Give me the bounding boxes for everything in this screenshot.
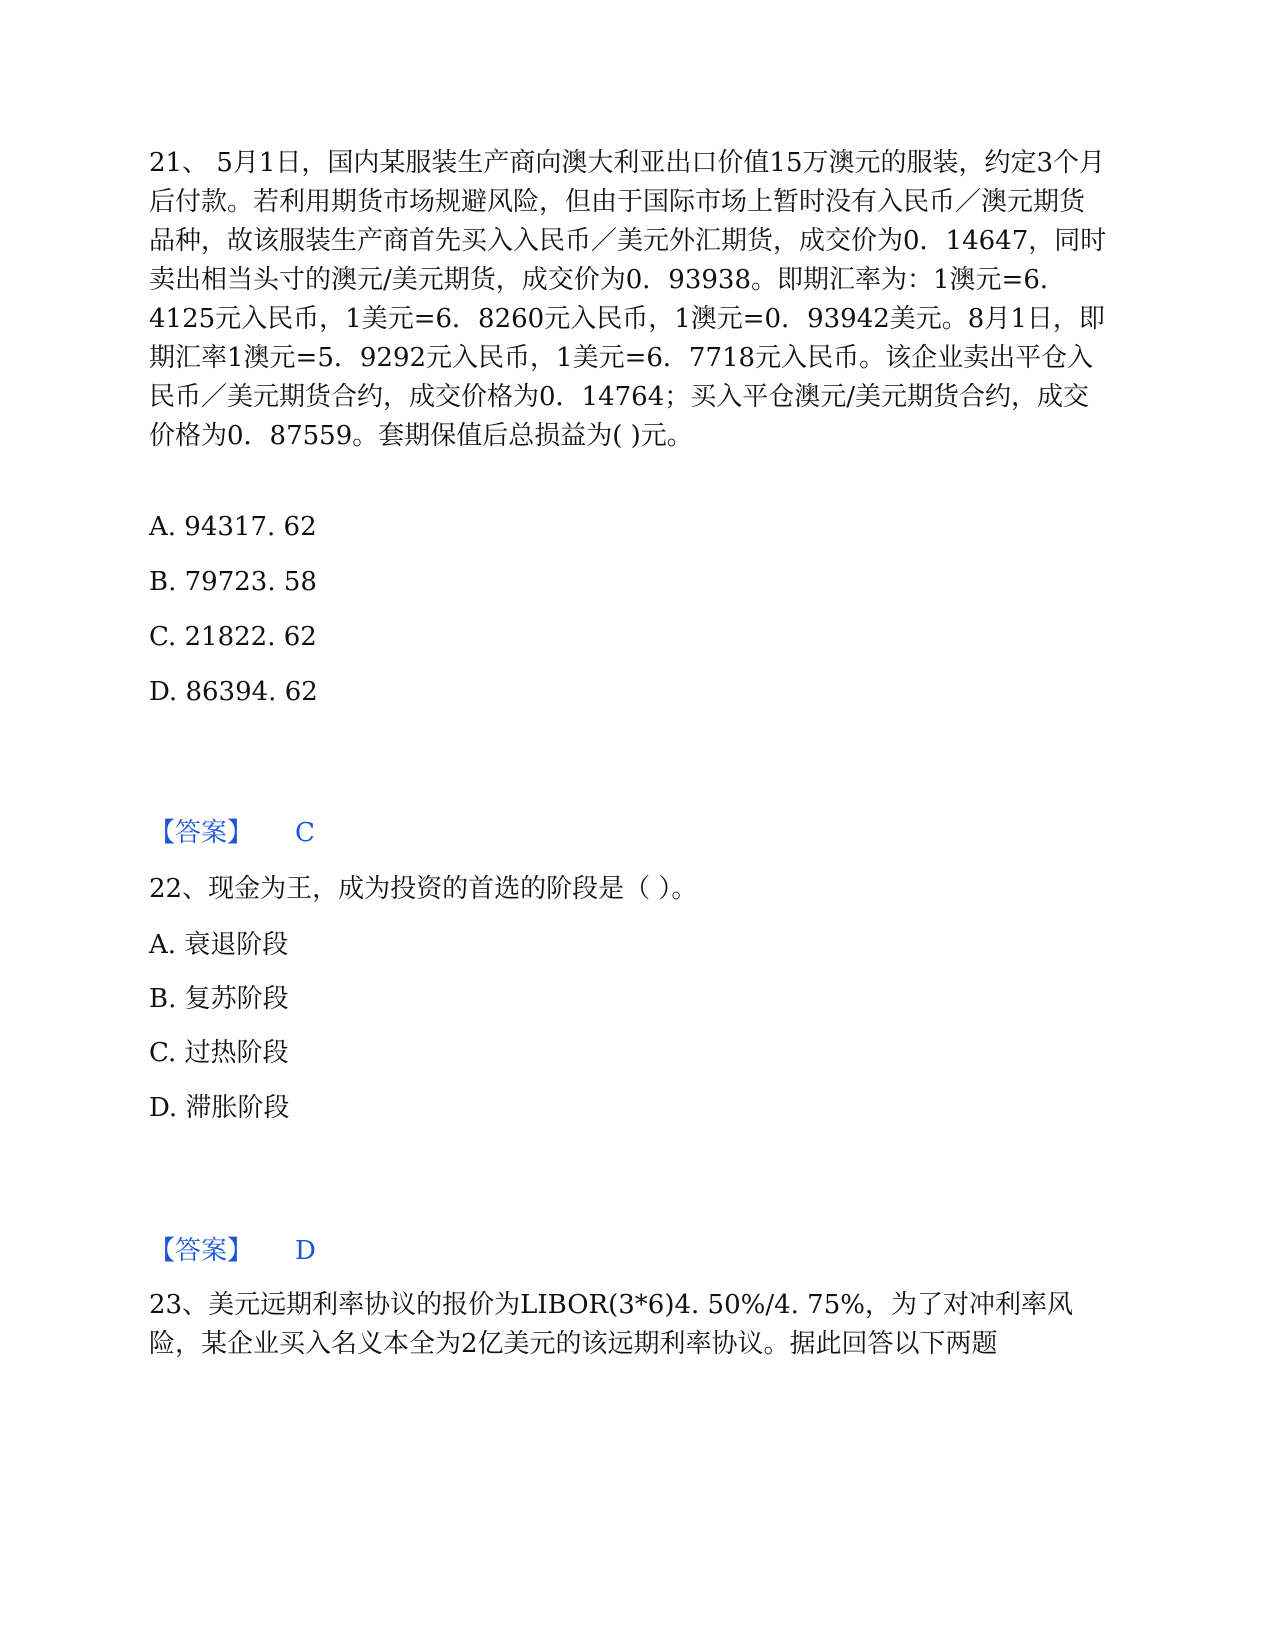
question-22-answer: [149, 1234, 316, 1268]
question-21-text: 21、 5月1日，国内某服装生产商向澳大利亚出口价值15万澳元的服装，约定3个月后付款。若利用期货市场规避风险，但由于国际市场上暂时没有入民币／澳元期货品种，故该服装生产商首先买入入民币／美元外汇期货，成交价为0．14647，同时卖出相当头寸的澳元/美元期货，成交价为0．93938。即期汇率为：1澳元=6．4125元入民币，1美元=6．8260元入民币，1澳元=0．93942美元。8月1日，即期汇率1澳元=5．9292元入民币，1美元=6．7718元入民币。该企业卖出平仓入民币／美元期货合约，成交价格为0．14764；买入平仓澳元/美元期货合约，成交价格为0．87559。套期保值后总损益为( )元。: [149, 148, 1107, 451]
question-21-option-d: D. 86394. 62: [149, 677, 318, 707]
question-22-option-b: B. 复苏阶段: [149, 984, 289, 1014]
question-21-option-c: C. 21822. 62: [149, 622, 317, 652]
question-22-option-d: D. 滞胀阶段: [149, 1093, 290, 1123]
answer-label: 【答案】: [149, 818, 254, 848]
question-21-answer: [149, 816, 315, 850]
answer-label: 【答案】: [149, 1236, 254, 1266]
question-21-option-b: B. 79723. 58: [149, 567, 317, 597]
question-22-option-a: A. 衰退阶段: [149, 930, 289, 960]
question-23-text: 23、美元远期利率协议的报价为LIBOR(3*6)4. 50%/4. 75%，为了对冲利率风险，某企业买入名义本全为2亿美元的该远期利率协议。据此回答以下两题: [149, 1290, 1073, 1359]
answer-value: C: [295, 818, 315, 848]
question-21-option-a: A. 94317. 62: [149, 512, 317, 542]
question-22-option-c: C. 过热阶段: [149, 1038, 289, 1068]
question-22-text: 22、现金为王，成为投资的首选的阶段是（ ）。: [149, 874, 698, 904]
answer-value: D: [295, 1236, 316, 1266]
